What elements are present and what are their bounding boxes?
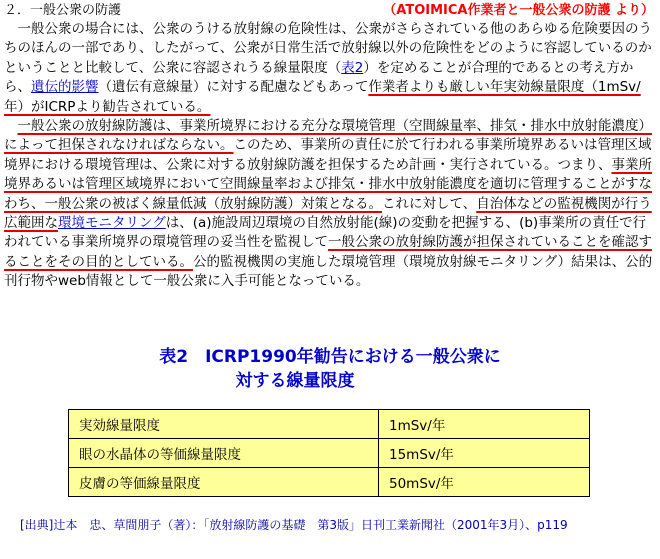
row-label: 皮膚の等価線量限度 [69,468,379,497]
row-label: 実効線量限度 [69,410,379,439]
table-title-line-2: 対する線量限度 [235,371,355,391]
body-text [4,20,654,292]
p1-text-3: （遺伝有意線量）に対する配慮などもあって [98,79,369,96]
p2-text-3: は、(a)施設周辺環境の自然放射能(線)の変動を把握する、(b)事業所の責任で行われている事業所境界の環境管理の妥当性を監視して [4,215,647,251]
citation: [出典]辻本 忠、草間朋子（著）：「放射線防護の基礎 第3版」日刊工業新聞社（2001年3月）、p119 [20,518,568,532]
row-value: 1mSv/年 [379,410,590,439]
genetic-effects-link[interactable]: 遺伝的影響 [31,79,99,96]
p1-emphasis: 作業者よりも厳しい年実効線量限度（1mSv/年）がICRPより勧告されている。 [4,79,641,115]
paragraph-1 [4,20,654,117]
p2-emphasis-4: 一般公衆の放射線防護が担保されていることを確認することをその目的としている。 [4,234,652,270]
table-title [0,345,660,393]
table-row [69,468,590,497]
p2-text-2: これに対して、 [382,195,477,212]
p2-emphasis-2: 事業所境界あるいは管理区域境界において空間線量率および排気・排水中放射能濃度を適切に管理することがすなわち、一般公衆の被ばく線量低減（放射線防護）対策となる。 [4,156,652,212]
p1-text-2: ）を定めることが合理的であるとの考え方から、 [4,59,634,96]
p1-text-1: 一般公衆の場合には、公衆のうける放射線の危険性は、公衆がさらされている他のあらゆる危険要因のうちのほんの一部であり、したがって、公衆が日常生活で放射線以外の危険性をどのように容認しているのかということと比較して、公衆に容認されうる線量限度（ [4,21,652,76]
dose-limit-table [68,409,590,497]
section-heading: ２．一般公衆の防護 [4,3,122,18]
source-tag: （ATOIMICA作業者と一般公衆の防護 より） [383,3,654,18]
row-value: 15mSv/年 [379,439,590,468]
p2-emphasis-3: 自治体などの監視機関が行う広範囲な [4,195,652,232]
p2-text-4: 公的監視機関の実施した環境管理（環境放射線モニタリング）結果は、公的刊行物やweb情報として一般公衆に入手可能となっている。 [4,253,653,290]
paragraph-2 [4,117,654,292]
table-row [69,410,590,439]
table-row [69,439,590,468]
table2-link[interactable]: 表2 [341,59,364,76]
table-title-line-1: 表2 ICRP1990年勧告における一般公衆に [159,347,501,367]
environmental-monitoring-link[interactable]: 環境モニタリング [58,215,166,232]
row-value: 50mSv/年 [379,468,590,497]
p2-text-1: このため、事業所の責任に於て行われる事業所境界あるいは管理区域境界における環境管理は、公衆に対する放射線防護を担保するため計画・実行されている。つまり、 [4,137,652,173]
row-label: 眼の水晶体の等価線量限度 [69,439,379,468]
p2-emphasis-1: 一般公衆の放射線防護は、事業所境界における充分な環境管理（空間線量率、排気・排水中放射能濃度）によって担保されなければならない。 [4,118,652,154]
